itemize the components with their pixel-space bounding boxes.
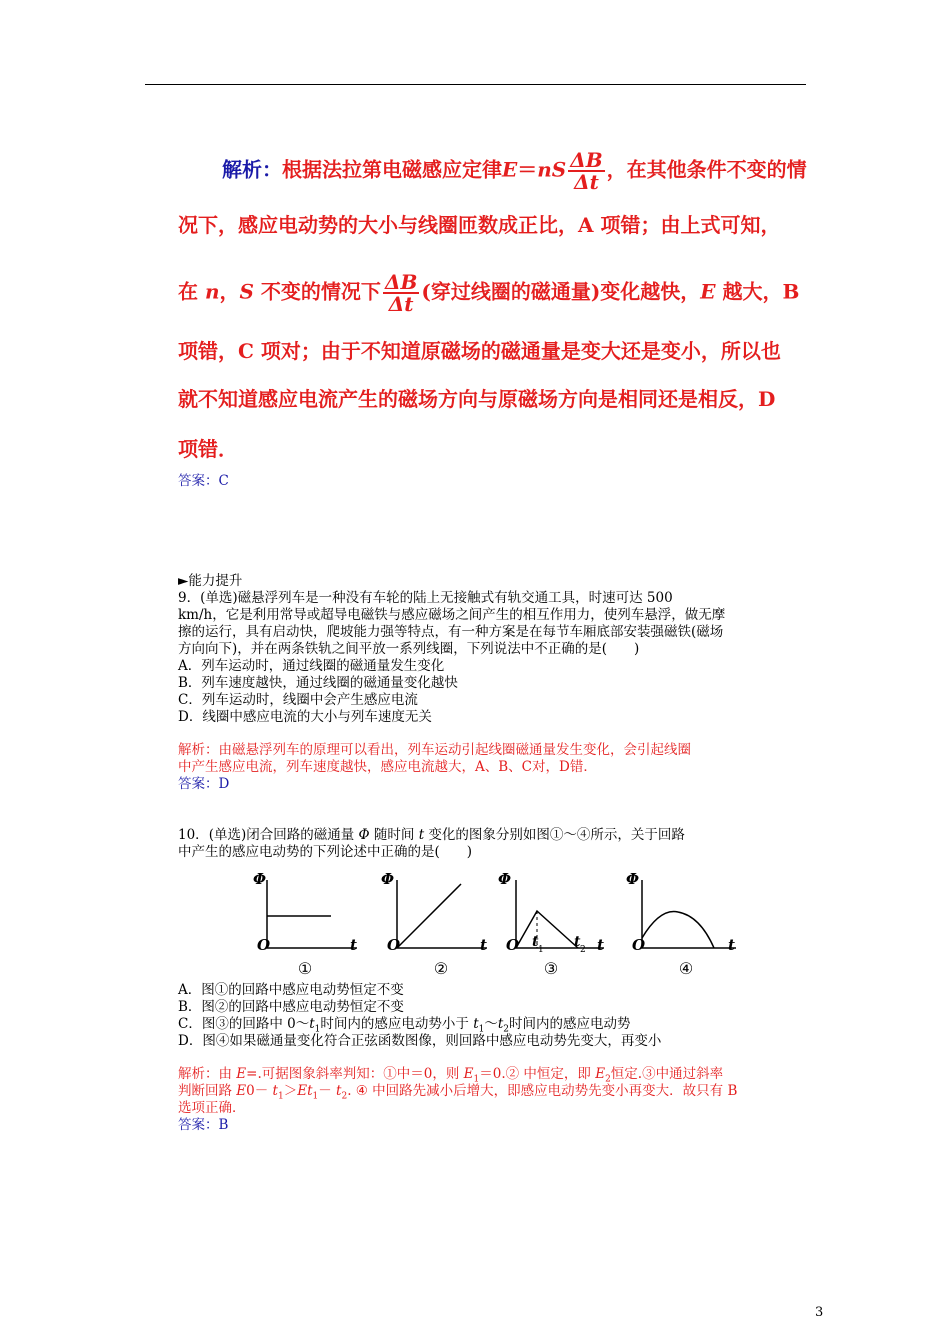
graph-caption: ③ [543,959,559,978]
question-text: 变化的图象分别如图①～④所示，关于回路 [424,827,685,843]
emf-symbol: E [502,157,518,182]
q10-line1 [178,827,685,844]
subscript: 1 [314,1024,321,1035]
q9-line2: km/h，它是利用常导或超导电磁铁与感应磁场之间产生的相互作用力，使列车悬浮，做无摩 [178,607,726,623]
section-title: ►能力提升 [178,573,243,589]
graph-caption: ② [433,959,449,978]
analysis-text: 在 [178,279,205,304]
t-symbol: t [272,1083,278,1099]
q10-option-a: A．图①的回路中感应电动势恒定不变 [178,982,404,998]
t-symbol: t [473,1016,479,1032]
ns-symbol: nS [537,157,567,182]
analysis-text: 不变的情况下 [253,279,381,304]
subscript: 1 [277,1091,284,1102]
q9-line4: 方向向下)，并在两条铁轨之间平放一系列线圈，下列说法中不正确的是( ) [178,641,640,657]
subscript: 2 [341,1091,348,1102]
analysis-text: 判断回路 [178,1083,237,1099]
x-axis-label: t [597,936,604,954]
graph-3 [494,868,614,984]
page-number: 3 [815,1305,824,1320]
answer-q9: 答案：D [178,776,230,792]
analysis8-line1 [222,150,807,192]
t2-label: t [574,934,581,950]
origin-label: O [506,936,520,954]
graph-caption: ① [297,959,313,978]
subscript: 2 [605,1074,611,1085]
y-axis-label: Φ [253,870,267,888]
origin-label: O [257,936,271,954]
analysis-text: 0－ [246,1083,273,1099]
emf-symbol: E [595,1066,606,1082]
analysis-text: － [318,1083,337,1099]
analysis8-line5: 就不知道感应电流产生的磁场方向与原磁场方向是相同还是相反，D [178,387,776,411]
fraction-delta-b-over-delta-t [383,272,419,314]
analysis8-line4: 项错，C 项对；由于不知道原磁场的磁通量是变大还是变小，所以也 [178,339,781,363]
analysis-text: 越大，B [715,279,800,304]
origin-label: O [632,936,646,954]
x-axis-label: t [480,936,487,954]
x-axis-label: t [350,936,357,954]
q10-analysis-line3: 选项正确． [178,1100,246,1116]
analysis-text: . ④ 中回路先减小后增大，即感应电动势先变小再变大．故只有 B [347,1083,738,1099]
x-axis-label: t [728,936,735,954]
fraction-numerator: ΔB [570,148,603,172]
option-text: 时间内的感应电动势 [509,1016,631,1032]
emf-symbol: E [463,1066,474,1082]
fraction-denominator: Δt [388,292,414,316]
t-symbol: t [497,1016,504,1032]
emf-symbol: E [236,1066,247,1082]
phi-curve-linear [397,884,461,948]
phi-curve-triangle [516,911,578,948]
analysis-text: (穿过线圈的磁通量)变化越快， [421,279,701,304]
phi-symbol: Φ [358,827,370,843]
emf-symbol: E [700,279,716,304]
t-symbol: t [336,1083,342,1099]
q9-line3: 擦的运行，具有启动快，爬坡能力强等特点，有一种方案是在每节车厢底部安装强磁铁(磁场 [178,624,724,640]
subscript: 2 [503,1024,510,1035]
graph-2 [375,868,495,984]
analysis8-line2: 况下，感应电动势的大小与线圈匝数成正比，A 项错；由上式可知， [178,213,781,237]
q10-option-b: B．图②的回路中感应电动势恒定不变 [178,999,404,1015]
y-axis-label: Φ [381,870,395,888]
q10-analysis-line2 [178,1083,737,1106]
t1-subscript: 1 [538,945,544,955]
subscript: 1 [312,1091,319,1102]
analysis-text: ＝0.② 中恒定，即 [479,1066,596,1082]
analysis-label: 解析： [222,157,282,182]
analysis8-line6: 项错． [178,437,238,461]
q9-line1: 9．(单选)磁悬浮列车是一种没有车轮的陆上无接触式有轨交通工具，时速可达 500 [178,590,673,606]
y-axis-label: Φ [626,870,640,888]
option-text: 时间内的感应电动势小于 [320,1016,474,1032]
analysis-text: =.可据图象斜率判知：①中＝0，则 [246,1066,464,1082]
graph-caption: ④ [678,959,694,978]
fraction-numerator: ΔB [384,270,418,294]
fraction-denominator: Δt [574,170,599,194]
question-text: (单选)闭合回路的磁通量 [208,827,359,843]
q9-analysis-line2: 中产生感应电流，列车速度越快，感应电流越大，A、B、C对，D错． [178,759,597,775]
emf-symbol: E [236,1083,247,1099]
q9-option-c: C．列车运动时，线圈中会产生感应电流 [178,692,418,708]
subscript: 1 [473,1074,480,1085]
option-text: ～ [484,1016,498,1032]
t1-label: t [532,934,539,950]
subscript: 1 [478,1024,485,1035]
q9-analysis-line1: 解析：由磁悬浮列车的原理可以看出，列车运动引起线圈磁通量发生变化，会引起线圈 [178,742,691,758]
analysis-text: 恒定.③中通过斜率 [610,1066,724,1082]
fraction-delta-b-over-delta-t [568,150,604,192]
q9-option-d: D．线圈中感应电流的大小与列车速度无关 [178,709,432,725]
q9-option-b: B．列车速度越快，通过线圈的磁通量变化越快 [178,675,458,691]
s-symbol: S [239,279,254,304]
analysis8-line3 [178,272,799,314]
t-symbol: t [418,827,425,843]
emf-symbol: Et [297,1083,313,1099]
graph-1 [245,868,365,984]
q10-option-d: D．图④如果磁通量变化符合正弦函数图像，则回路中感应电动势先变大，再变小 [178,1033,662,1049]
analysis-text: ， [219,279,240,304]
analysis-text: 根据法拉第电磁感应定律 [282,157,502,182]
header-rule [145,84,806,85]
equals-sign: ＝ [517,157,538,182]
y-axis-label: Φ [498,870,512,888]
option-text: C．图③的回路中 0～ [178,1016,310,1032]
answer-q8: 答案：C [178,473,229,489]
t-symbol: t [309,1016,315,1032]
graph-4 [620,868,740,984]
analysis-text: 解析：由 [178,1066,237,1082]
n-symbol: n [204,279,220,304]
analysis-text: ，在其他条件不变的情 [606,157,807,182]
question-number: 10． [178,827,209,843]
q10-line2: 中产生的感应电动势的下列论述中正确的是( ) [178,844,473,860]
question-text: 随时间 [369,827,419,843]
q9-option-a: A．列车运动时，通过线圈的磁通量发生变化 [178,658,445,674]
answer-q10: 答案：B [178,1117,229,1133]
analysis-text: ＞ [283,1083,298,1099]
origin-label: O [387,936,401,954]
t2-subscript: 2 [580,945,586,955]
phi-curve-arc [642,912,714,948]
